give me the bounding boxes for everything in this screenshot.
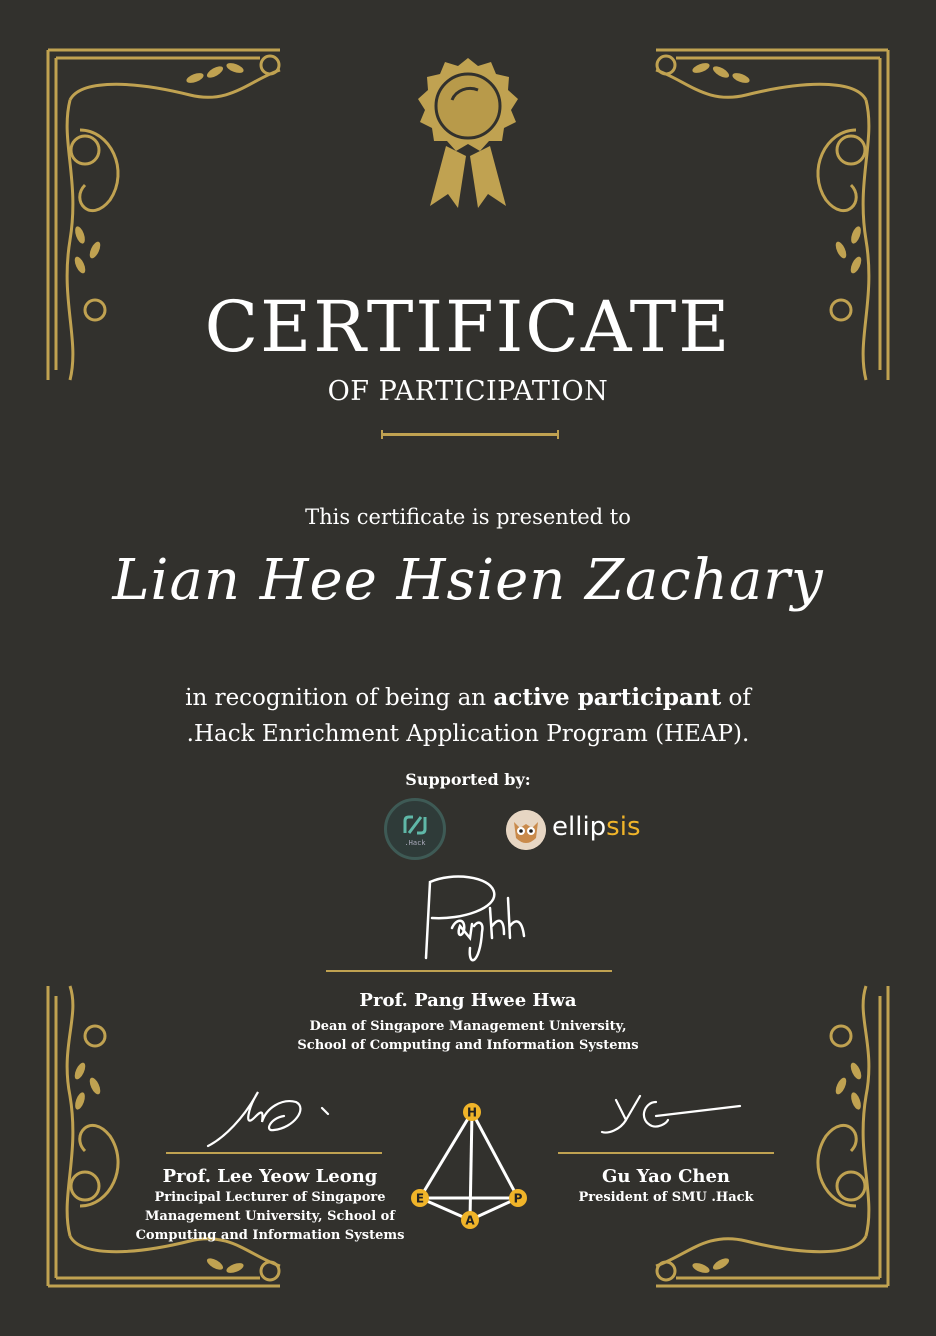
heap-letter-h: H: [466, 1105, 478, 1120]
right-signatory-role: [513, 1188, 816, 1207]
right-signature-line: [558, 1152, 774, 1154]
left-signatory-name: Prof. Lee Yeow Leong: [162, 1166, 378, 1187]
ellipsis-text-main: ellip: [552, 812, 607, 842]
heap-node-e: [411, 1189, 429, 1207]
recognition-suffix: of: [721, 685, 751, 711]
left-role-line-3: Computing and Information Systems: [135, 1228, 405, 1243]
center-signatory-role: [250, 1017, 686, 1055]
center-role-line-1: Dean of Singapore Management University,: [309, 1019, 627, 1034]
program-line: .Hack Enrichment Application Program (HEAP).: [186, 721, 750, 747]
ellipsis-text-accent: sis: [606, 812, 641, 842]
recipient-name: Lian Hee Hsien Zachary: [112, 548, 824, 613]
owl-icon: [506, 810, 546, 850]
right-role-line-1: President of SMU .Hack: [578, 1190, 754, 1205]
heap-node-a: [461, 1211, 479, 1229]
left-role-line-2: Management University, School of: [145, 1209, 395, 1224]
presented-to-text: This certificate is presented to: [305, 505, 631, 529]
hack-logo: [384, 798, 446, 860]
title-divider: [381, 433, 559, 436]
award-seal-icon: [416, 56, 520, 212]
recognition-line-1: [0, 680, 936, 716]
ellipsis-logo: [506, 808, 646, 852]
recognition-bold: active participant: [493, 684, 722, 711]
heap-letter-a: A: [465, 1213, 475, 1228]
heap-node-h: [463, 1103, 481, 1121]
left-signature-line: [166, 1152, 382, 1154]
heap-logo: [406, 1100, 532, 1230]
center-signature: [412, 868, 532, 972]
hack-logo-text: .Hack: [404, 839, 426, 847]
recognition-prefix: in recognition of being an: [185, 685, 494, 711]
center-role-line-2: School of Computing and Information Systems: [297, 1038, 639, 1053]
heap-letter-e: E: [415, 1191, 425, 1206]
left-signatory-role: [120, 1188, 420, 1245]
heap-node-p: [509, 1189, 527, 1207]
supported-by-label: Supported by:: [405, 770, 531, 789]
heap-letter-p: P: [513, 1191, 523, 1206]
right-signature: [596, 1090, 746, 1142]
certificate-title: CERTIFICATE: [204, 286, 732, 368]
recognition-text: [0, 680, 936, 752]
ellipsis-logo-text: [552, 812, 641, 842]
center-signature-line: [326, 970, 612, 972]
left-role-line-1: Principal Lecturer of Singapore: [154, 1190, 386, 1205]
left-signature: [204, 1078, 344, 1152]
hack-logo-mark-icon: [401, 813, 429, 837]
right-signatory-name: Gu Yao Chen: [601, 1166, 731, 1187]
center-signatory-name: Prof. Pang Hwee Hwa: [359, 990, 577, 1011]
certificate-subtitle: OF PARTICIPATION: [327, 376, 609, 407]
